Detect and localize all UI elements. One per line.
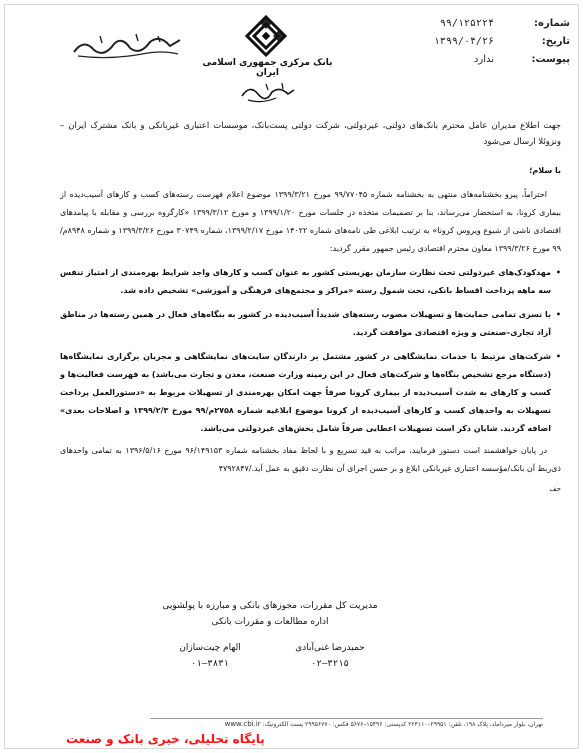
- website-link[interactable]: www.cbi.ir: [224, 720, 261, 728]
- recipients-line: جهت اطلاع مدیران عامل محترم بانک‌های دولتی، غیردولتی، شرکت دولتی پست‌بانک، موسسات اعتباری غیربانکی و بانک مشترک ایران – ونزوئلا ارسال می‌شود: [60, 121, 561, 147]
- resolution-text-3: شرکت‌های مرتبط با خدمات نمایشگاهی در کشور مشتمل بر دارندگان سایت‌های نمایشگاهی و مجریان برگزاری نمایشگاه‌ها (دستگاه مرجع تشخیص بنگاه‌ها و شرکت‌های فعال در این زمینه وزارت صنعت، معدن و تجارت می‌باشد) به فهرست فعالیت‌ها و کسب و کارهای به شدت آسیب‌دیده از بیماری کرونا صرفاً جهت امکان بهره‌مندی از تسهیلات مربوط به «دستورالعمل پرداخت تسهیلات به واحدهای کسب و کارهای آسیب‌دیده از کرونا موضوع ابلاغیه شماره ۲۷۵۸م/۹۹ مورخ ۱۳۹۹/۲/۳ و اصلاحات بعدی» اضافه گردید. شایان ذکر است تسهیلات اعطایی صرفاً شامل بخش‌های غیردولتی می‌باشد.: [60, 352, 551, 433]
- resolution-text-2: با نسری تمامی حمایت‌ها و تسهیلات مصوب رسته‌های شدیداً آسیب‌دیده در کشور به بنگاه‌های فعال در همین رسته‌ها در مناطق آزاد تجاری–صنعتی و ویژه اقتصادی موافقت گردید.: [60, 310, 551, 337]
- department-name: مدیریت کل مقررات، مجوزهای بانکی و مبارزه با پولشویی: [162, 601, 378, 611]
- paragraph-preamble: احتراماً، پیرو بخشنامه‌های منتهی به بخشنامه شماره ۹۹/۷۷۰۴۵ مورخ ۱۳۹۹/۳/۲۱ موضوع اعلام فهرست رسته‌های کسب و کارهای آسیب‌دیده از بیماری کرونا، به استحضار می‌رساند، بنا بر تصمیمات متخذه در جلسات مورخ ۱۳۹۹/۱/۲۰ و مورخ ۱۳۹۹/۳/۱۲ «کارگروه بررسی و مقابله با پیامدهای اقتصادی ناشی از شیوع ویروس کرونا» به ترتیب ابلاغی طی نامه‌های شماره ۱۴۰۲۲ مورخ ۱۳۹۹/۲/۱۷، شماره ۳۰۷۴۹ مورخ ۱۳۹۹/۳/۲۶ و شماره ۸۹۴۸م/۹۹ مورخ ۱۳۹۹/۳/۲۶ معاون محترم اقتصادی رئیس جمهور مقرر گردید:: [60, 190, 562, 253]
- signer-right-name: حمیدرضا غنی‌آبادی: [295, 643, 365, 653]
- date-value: ۱۳۹۹/۰۴/۲۶: [433, 35, 494, 47]
- resolution-item-2: • با نسری تمامی حمایت‌ها و تسهیلات مصوب رسته‌های شدیداً آسیب‌دیده در کشور به بنگاه‌های فعال در همین رسته‌ها در مناطق آزاد تجاری–صنعتی و ویژه اقتصادی موافقت گردید.: [60, 310, 561, 337]
- signer-right: [280, 640, 380, 672]
- greeting: با سلام؛: [529, 166, 561, 175]
- footer-address: [150, 718, 543, 731]
- letter-metadata: [390, 14, 570, 68]
- reference-code: حف: [549, 485, 561, 493]
- attachment-value: ندارد: [473, 53, 494, 65]
- basmala-calligraphy-icon: [238, 78, 298, 106]
- resolution-item-1: • مهدکودک‌های غیردولتی تحت نظارت سازمان بهزیستی کشور به عنوان کسب و کارهای واجد شرایط بهره‌مندی از امتیاز تنفس سه ماهه پرداخت اقساط بانکی، تحت شمول رسته «مراکز و مجتمع‌های فرهنگی و آموزشی» تشخیص داده شد.: [60, 268, 561, 295]
- signer-names: [160, 640, 380, 672]
- source-watermark: پایگاه تحلیلی، خبری بانک و صنعت: [66, 732, 265, 746]
- signer-left-code: ۳۸۳۱–۰۱: [191, 659, 229, 669]
- date-label: تاریخ:: [541, 35, 570, 47]
- office-name: اداره مطالعات و مقررات بانکی: [211, 617, 329, 627]
- signatories-block: [160, 598, 380, 672]
- bank-name: بانک مرکزی جمهوری اسلامی ایران: [202, 58, 333, 78]
- closing-paragraph: در پایان خواهشمند است دستور فرمایند، مراتب به قید تسریع و با لحاظ مفاد بخشنامه شماره ۹۶/۱۴۹۱۵۳ مورخ ۱۳۹۶/۵/۱۶ به تمامی واحدهای ذی‌ربط آن بانک/مؤسسه اعتباری غیربانکی ابلاغ و بر حسن اجرای آن نظارت دقیق به عمل آید./۴۷۹۲۸۴۷: [60, 446, 561, 473]
- signer-left: [160, 640, 260, 672]
- letter-body: [60, 118, 561, 498]
- date-row: [390, 32, 570, 50]
- resolution-text-1: مهدکودک‌های غیردولتی تحت نظارت سازمان بهزیستی کشور به عنوان کسب و کارهای واجد شرایط بهره‌مندی از امتیاز تنفس سه ماهه پرداخت اقساط بانکی، تحت شمول رسته «مراکز و مجتمع‌های فرهنگی و آموزشی» تشخیص داده شد.: [60, 268, 551, 295]
- footer-address-text: تهران، بلوار میرداماد، پلاک ۱۹۸، تلفن: ۲۹۹۵۱–۲۲۳۱۱۰ کدپستی: ۱۵۴۹۶–۵۶۷۶ فکس: ۲۹۹۵۶۷۷۰ پست الکترونیک:: [262, 721, 543, 728]
- attachment-label: پیوست:: [531, 53, 570, 65]
- number-label: شماره:: [534, 17, 570, 29]
- number-value: ۹۹/۱۲۵۲۲۴: [439, 17, 494, 29]
- number-row: [390, 14, 570, 32]
- attachment-row: [390, 50, 570, 68]
- signer-left-name: الهام چیت‌سازان: [179, 643, 241, 653]
- resolution-item-3: • شرکت‌های مرتبط با خدمات نمایشگاهی در کشور مشتمل بر دارندگان سایت‌های نمایشگاهی و مجریان برگزاری نمایشگاه‌ها (دستگاه مرجع تشخیص بنگاه‌ها و شرکت‌های فعال در این زمینه وزارت صنعت، معدن و تجارت می‌باشد) به فهرست فعالیت‌ها و کسب و کارهای به شدت آسیب‌دیده از بیماری کرونا صرفاً جهت امکان بهره‌مندی از تسهیلات مربوط به «دستورالعمل پرداخت تسهیلات به واحدهای کسب و کارهای آسیب‌دیده از کرونا موضوع ابلاغیه شماره ۲۷۵۸م/۹۹ مورخ ۱۳۹۹/۲/۳ و اصلاحات بعدی» اضافه گردید. شایان ذکر است تسهیلات اعطایی صرفاً شامل بخش‌های غیردولتی می‌باشد.: [60, 352, 561, 433]
- central-bank-logo-icon: [244, 14, 288, 58]
- slogan-calligraphy-icon: [70, 30, 185, 62]
- signer-right-code: ۳۲۱۵–۰۲: [311, 659, 349, 669]
